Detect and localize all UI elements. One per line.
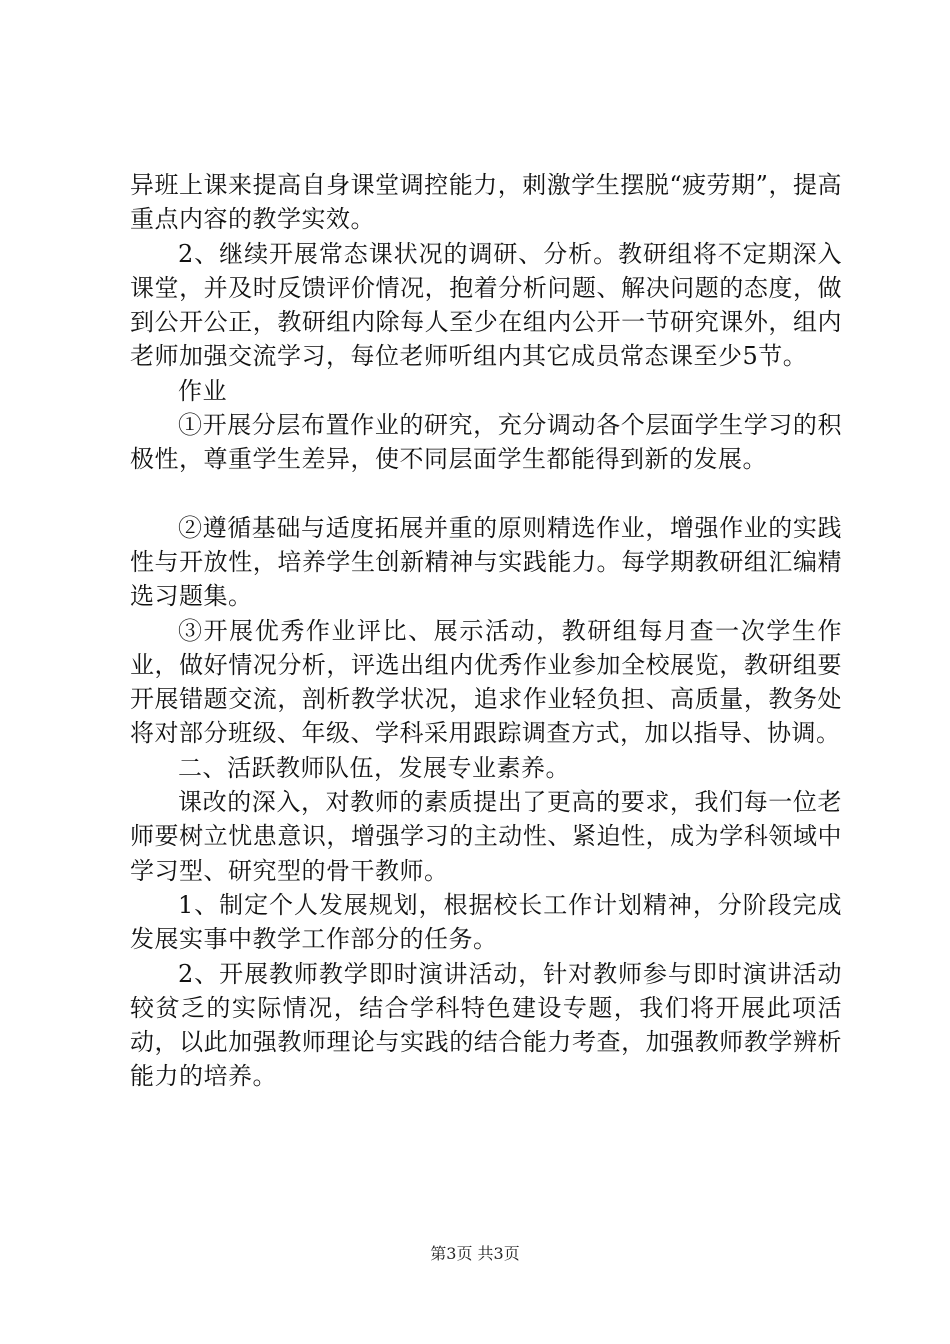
- paragraph-2: 2、继续开展常态课状况的调研、分析。教研组将不定期深入课堂，并及时反馈评价情况，抱着分析问题、解决问题的态度，做到公开公正，教研组内除每人至少在组内公开一节研究课外，组内老师加强交流学习，每位老师听组内其它成员常态课至少5节。: [130, 239, 842, 371]
- page-number-footer: 第3页 共3页: [430, 1244, 520, 1263]
- section-heading-homework: 作业: [178, 376, 227, 405]
- document-body: [130, 168, 842, 1094]
- section-heading-teachers: 二、活跃教师队伍，发展专业素养。: [178, 753, 570, 782]
- paragraph-speech-activity: 2、开展教师教学即时演讲活动，针对教师参与即时演讲活动较贫乏的实际情况，结合学科特色建设专题，我们将开展此项活动，以此加强教师理论与实践的结合能力考查，加强教师教学辨析能力的培养。: [130, 959, 842, 1091]
- paragraph-homework-2: ②遵循基础与适度拓展并重的原则精选作业，增强作业的实践性与开放性，培养学生创新精神与实践能力。每学期教研组汇编精选习题集。: [130, 513, 842, 611]
- paragraph-homework-3: ③开展优秀作业评比、展示活动，教研组每月查一次学生作业，做好情况分析，评选出组内优秀作业参加全校展览，教研组要开展错题交流，剖析教学状况，追求作业轻负担、高质量，教务处将对部分班级、年级、学科采用跟踪调查方式，加以指导、协调。: [130, 616, 842, 748]
- paragraph-homework-1: ①开展分层布置作业的研究，充分调动各个层面学生学习的积极性，尊重学生差异，使不同层面学生都能得到新的发展。: [130, 411, 842, 474]
- paragraph-development-plan: 1、制定个人发展规划，根据校长工作计划精神，分阶段完成发展实事中教学工作部分的任务。: [130, 890, 842, 954]
- paragraph-curriculum-reform: 课改的深入，对教师的素质提出了更高的要求，我们每一位老师要树立忧患意识，增强学习的主动性、紧迫性，成为学科领域中学习型、研究型的骨干教师。: [130, 788, 842, 885]
- paragraph-1: 异班上课来提高自身课堂调控能力，刺激学生摆脱“疲劳期”，提高重点内容的教学实效。: [130, 171, 842, 234]
